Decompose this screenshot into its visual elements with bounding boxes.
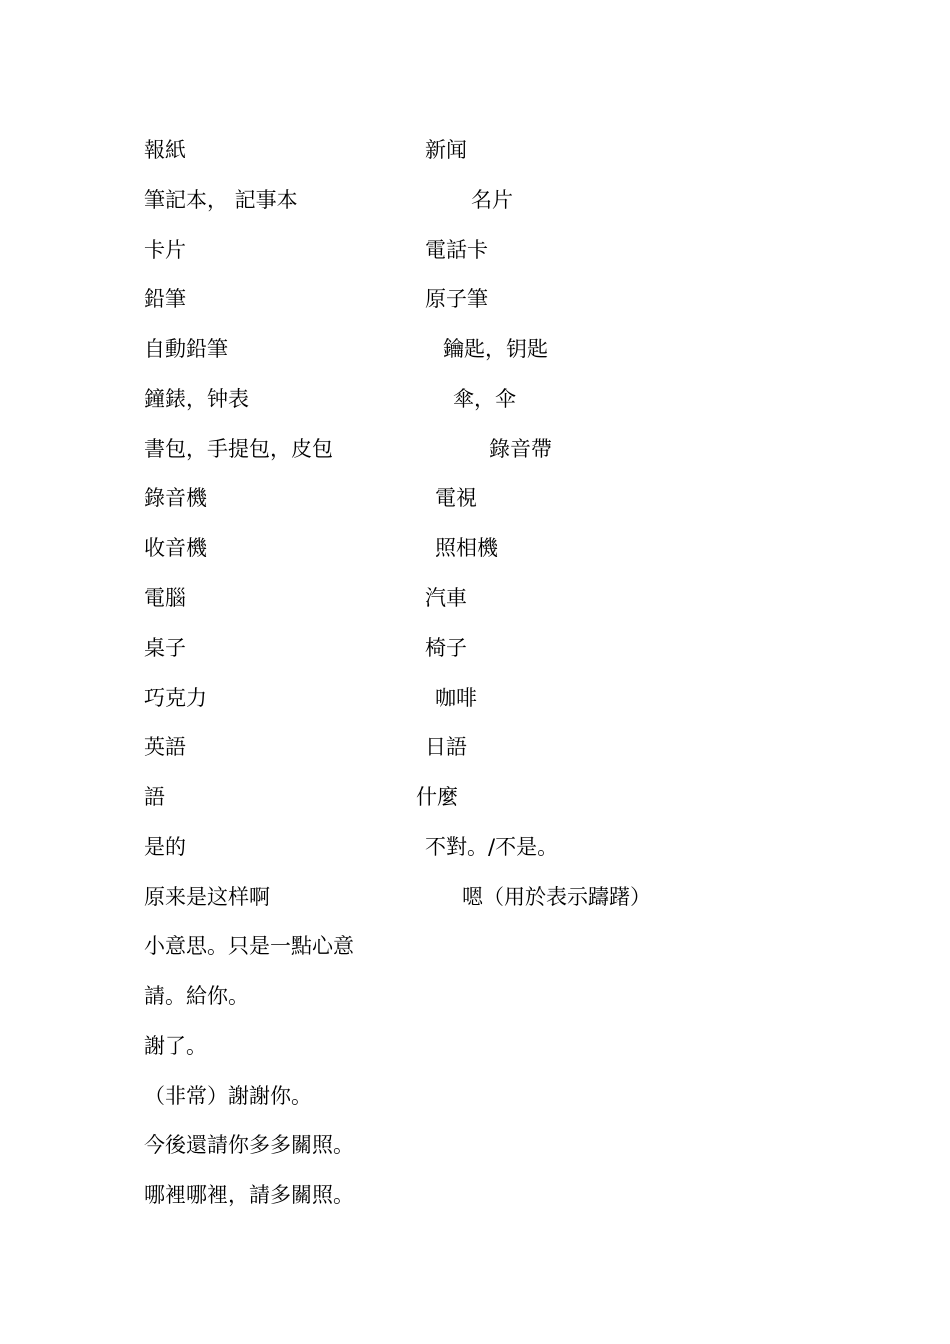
vocab-right-5: 鑰匙，钥匙 [443,337,548,361]
vocab-left-4: 鉛筆 [144,287,186,311]
phrase-6: 哪裡哪裡，請多關照。 [144,1183,354,1207]
vocab-left-12: 巧克力 [144,686,207,710]
vocab-right-1: 新闻 [425,138,467,162]
vocab-left-2: 筆記本， 記事本 [144,188,298,212]
vocab-left-9: 收音機 [144,536,207,560]
phrase-3: 謝了。 [144,1034,207,1058]
vocab-left-10: 電腦 [144,586,186,610]
vocab-left-5: 自動鉛筆 [144,337,228,361]
vocab-right-8: 電視 [435,486,477,510]
phrase-4: （非常）謝謝你。 [144,1084,312,1108]
vocab-right-13: 日語 [425,735,467,759]
vocab-left-1: 報紙 [144,138,186,162]
vocab-right-12: 咖啡 [435,686,477,710]
vocab-right-15: 不對。/不是。 [425,835,559,859]
vocab-right-4: 原子筆 [425,287,488,311]
phrase-2: 請。給你。 [144,984,249,1008]
vocab-left-8: 錄音機 [144,486,207,510]
vocab-right-14: 什麼 [416,785,458,809]
vocab-right-9: 照相機 [435,536,498,560]
vocab-right-16: 嗯（用於表示躊躇） [462,885,651,909]
vocab-right-6: 傘，伞 [453,387,516,411]
vocab-right-2: 名片 [471,188,513,212]
vocab-right-3: 電話卡 [425,238,488,262]
vocab-right-11: 椅子 [425,636,467,660]
vocab-left-16: 原来是这样啊 [144,885,270,909]
vocab-left-15: 是的 [144,835,186,859]
vocab-left-6: 鐘錶，钟表 [144,387,249,411]
vocab-left-14: 語 [144,785,165,809]
vocab-right-10: 汽車 [425,586,467,610]
vocab-left-11: 桌子 [144,636,186,660]
vocab-left-3: 卡片 [144,238,186,262]
vocab-left-13: 英語 [144,735,186,759]
phrase-1: 小意思。只是一點心意 [144,934,354,958]
vocab-left-7: 書包，手提包，皮包 [144,437,333,461]
vocab-right-7: 錄音帶 [489,437,552,461]
phrase-5: 今後還請你多多關照。 [144,1133,354,1157]
